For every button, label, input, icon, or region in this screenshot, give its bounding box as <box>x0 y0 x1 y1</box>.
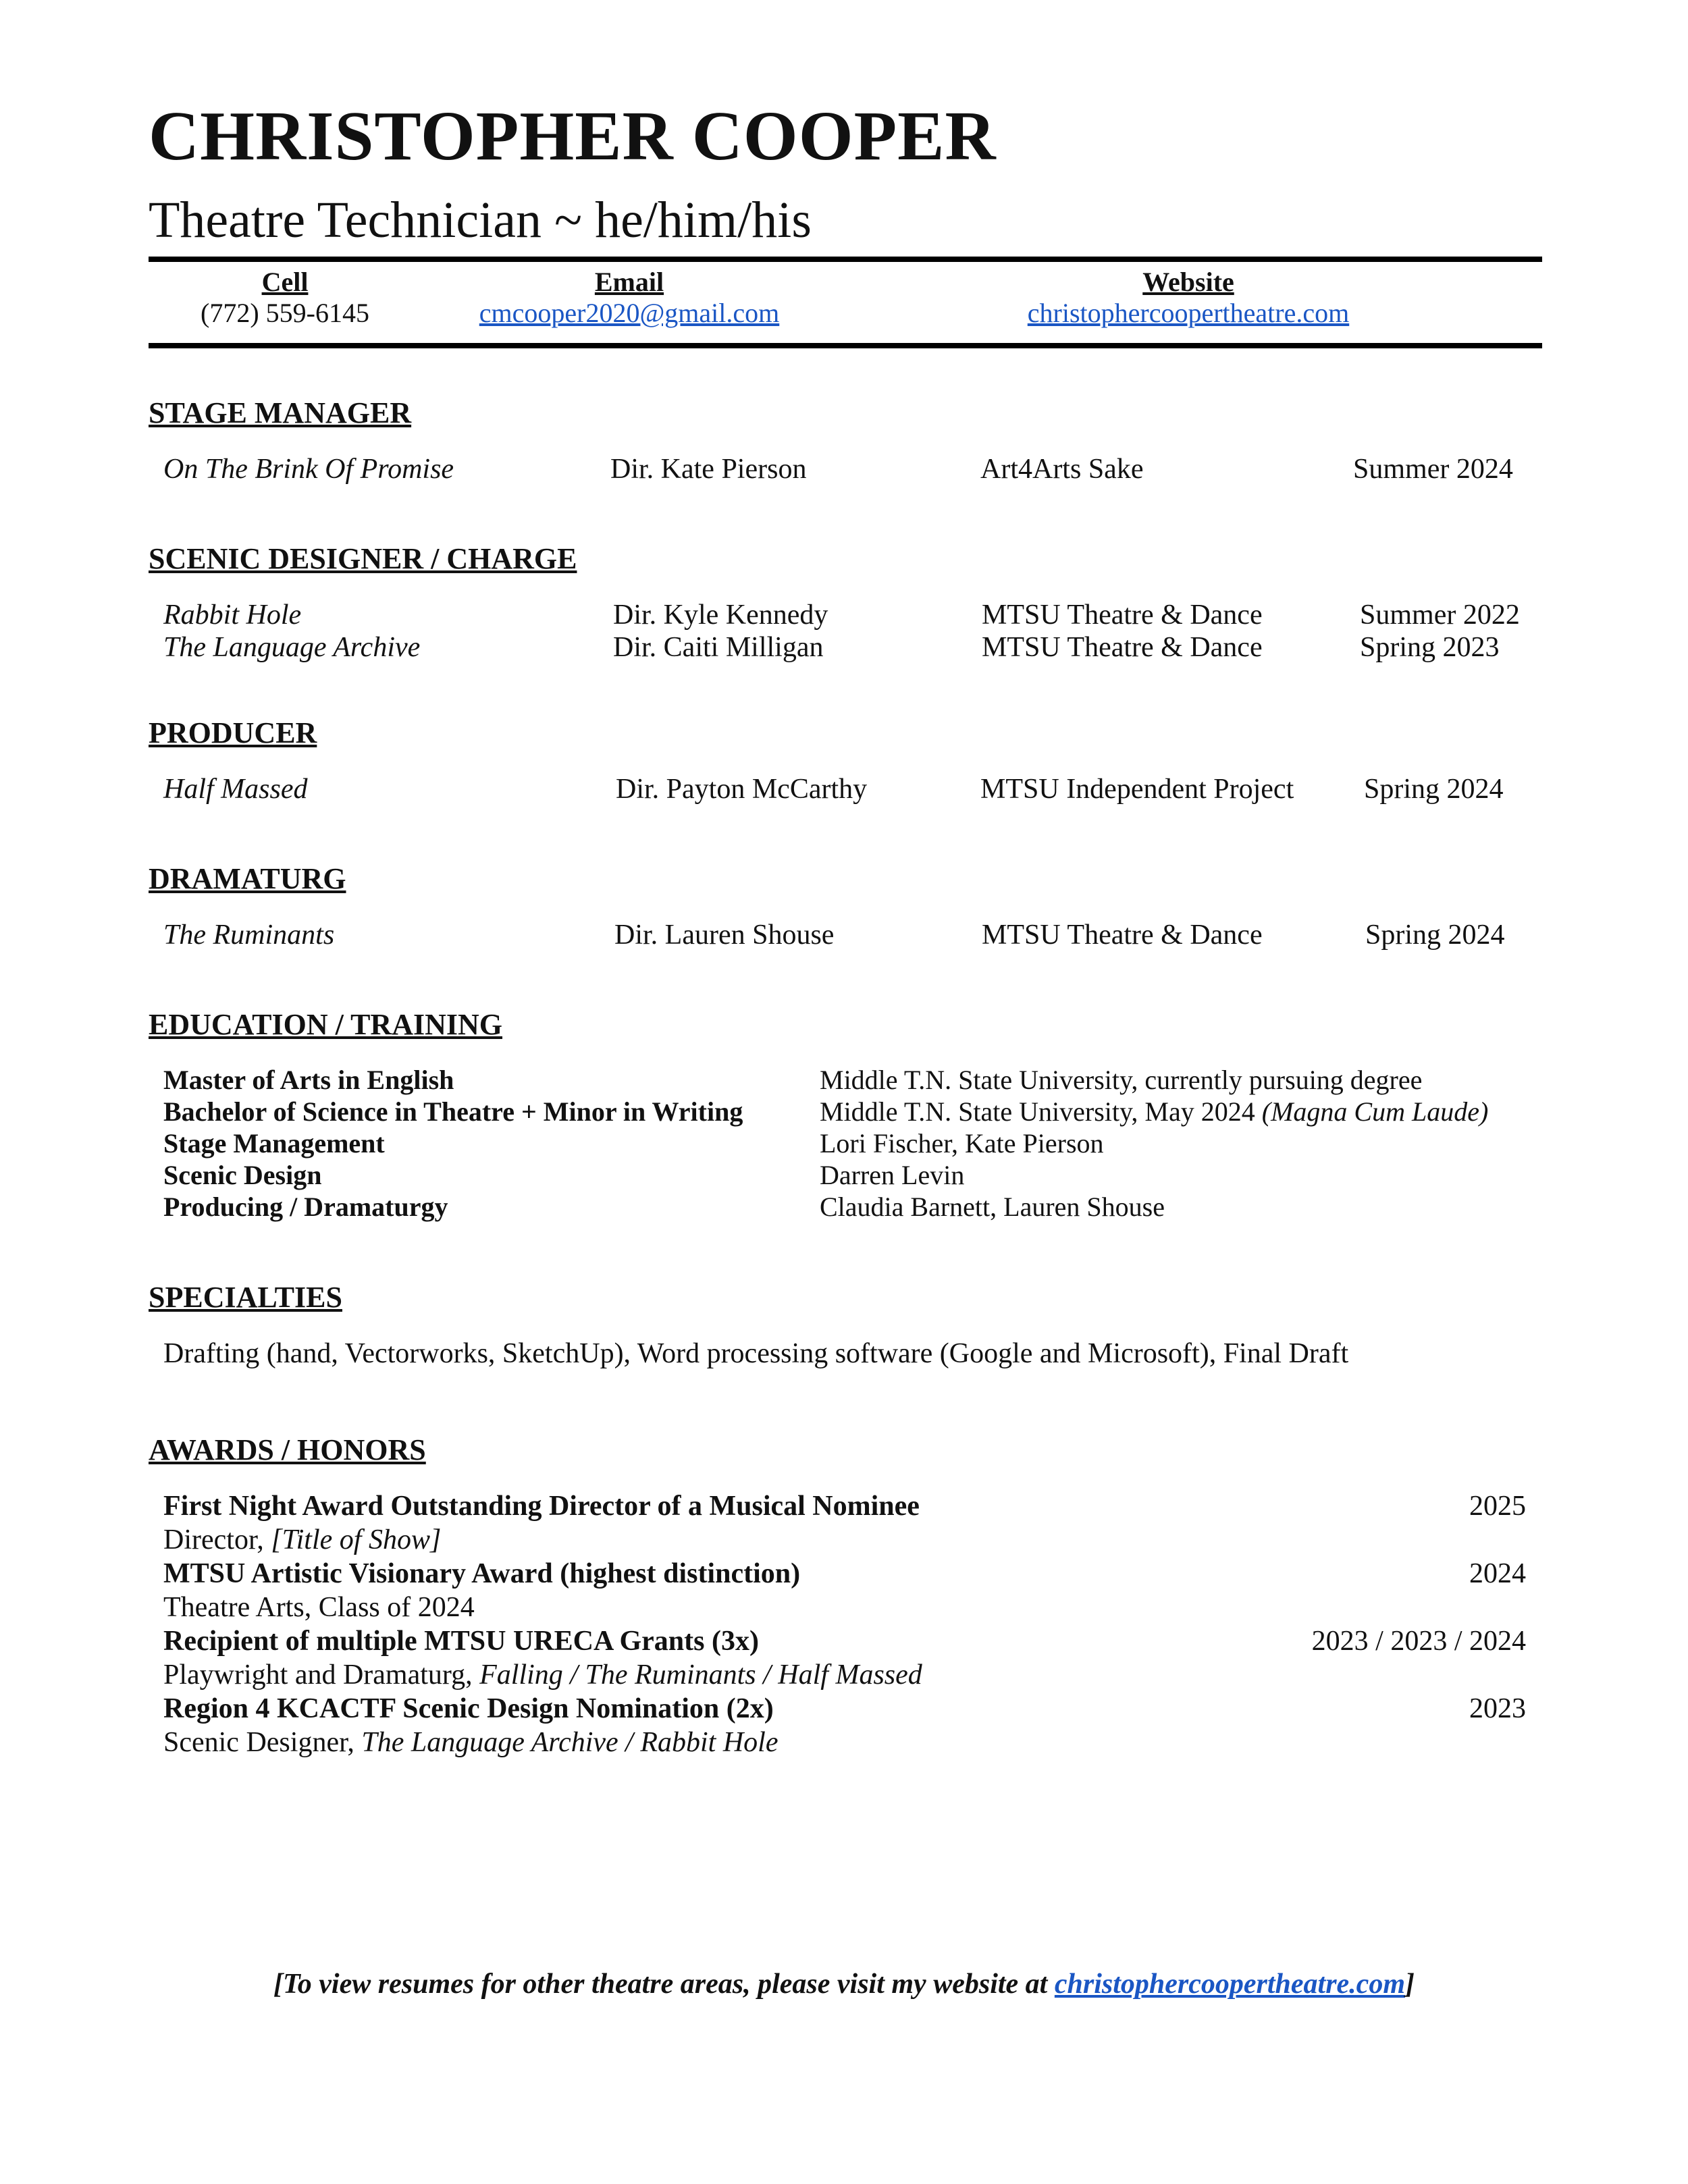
credit-director: Dir. Kate Pierson <box>610 454 807 485</box>
award-year: 2024 <box>1469 1558 1526 1589</box>
education-detail <box>820 1191 1488 1223</box>
education-detail-text: Lori Fischer, Kate Pierson <box>820 1128 1104 1158</box>
education-label: Master of Arts in English <box>163 1065 454 1095</box>
credit-date: Spring 2024 <box>1364 774 1504 805</box>
section-title-awards: AWARDS / HONORS <box>149 1433 426 1466</box>
credit-org: MTSU Theatre & Dance <box>982 600 1263 631</box>
education-label: Bachelor of Science in Theatre + Minor in Writing <box>163 1096 743 1127</box>
cell-value: (772) 559-6145 <box>201 298 369 328</box>
education-detail-honors: (Magna Cum Laude) <box>1261 1096 1489 1127</box>
cell-label: Cell <box>261 267 309 297</box>
specialties-text: Drafting (hand, Vectorworks, SketchUp), Word processing software (Google and Microsoft), Final Draft <box>163 1338 1349 1369</box>
education-detail-text: Darren Levin <box>820 1160 965 1190</box>
education-label: Scenic Design <box>163 1160 322 1190</box>
credit-org: MTSU Theatre & Dance <box>982 632 1263 663</box>
header-divider-bottom <box>149 343 1542 348</box>
resume-subtitle: Theatre Technician ~ he/him/his <box>149 192 812 248</box>
education-detail-text: Middle T.N. State University, currently pursuing degree <box>820 1065 1423 1095</box>
award-year: 2023 <box>1469 1693 1526 1724</box>
education-label: Producing / Dramaturgy <box>163 1192 448 1222</box>
education-detail <box>820 1159 1488 1191</box>
credit-director: Dir. Payton McCarthy <box>616 774 868 805</box>
header-divider-top <box>149 257 1542 262</box>
award-name: Recipient of multiple MTSU URECA Grants (3x) <box>163 1626 759 1657</box>
education-detail-text: Claudia Barnett, Lauren Shouse <box>820 1192 1165 1222</box>
credit-date: Summer 2022 <box>1360 600 1520 631</box>
award-detail-prefix: Director, <box>163 1524 271 1555</box>
credit-show: Half Massed <box>163 774 308 805</box>
credit-org: Art4Arts Sake <box>980 454 1144 485</box>
email-link[interactable]: cmcooper2020@gmail.com <box>479 298 780 328</box>
education-detail <box>820 1064 1488 1096</box>
award-name: First Night Award Outstanding Director of a Musical Nominee <box>163 1491 920 1522</box>
credit-date: Spring 2023 <box>1360 632 1500 663</box>
award-name: Region 4 KCACTF Scenic Design Nomination (2x) <box>163 1693 774 1724</box>
award-detail-prefix: Playwright and Dramaturg, <box>163 1659 480 1690</box>
footer-website-link[interactable]: christophercoopertheatre.com <box>1054 1969 1405 2000</box>
award-year: 2023 / 2023 / 2024 <box>1311 1626 1526 1657</box>
section-title-specialties: SPECIALTIES <box>149 1281 342 1314</box>
education-details <box>820 1064 1488 1223</box>
award-year: 2025 <box>1469 1491 1526 1522</box>
award-detail <box>163 1593 475 1622</box>
education-label: Stage Management <box>163 1128 385 1158</box>
award-detail-title: Falling / The Ruminants / Half Massed <box>479 1659 922 1690</box>
education-detail <box>820 1127 1488 1159</box>
award-name: MTSU Artistic Visionary Award (highest distinction) <box>163 1558 801 1589</box>
award-detail <box>163 1728 778 1757</box>
credit-director: Dir. Lauren Shouse <box>614 920 835 951</box>
credit-date: Spring 2024 <box>1365 920 1505 951</box>
credit-date: Summer 2024 <box>1353 454 1513 485</box>
email-label: Email <box>594 267 664 297</box>
credit-org: MTSU Independent Project <box>980 774 1294 805</box>
credit-org: MTSU Theatre & Dance <box>982 920 1263 951</box>
credit-director: Dir. Kyle Kennedy <box>613 600 828 631</box>
section-title-education: EDUCATION / TRAINING <box>149 1008 503 1041</box>
footer-bracket: ] <box>1405 1969 1415 2000</box>
footer-text: [To view resumes for other theatre areas, please visit my website at <box>273 1969 1055 2000</box>
website-link[interactable]: christophercoopertheatre.com <box>1027 298 1350 328</box>
credit-show: On The Brink Of Promise <box>163 454 454 485</box>
section-title-producer: PRODUCER <box>149 716 317 749</box>
section-title-scenic: SCENIC DESIGNER / CHARGE <box>149 542 577 575</box>
section-title-dramaturg: DRAMATURG <box>149 862 346 895</box>
credit-show: Rabbit Hole <box>163 600 302 631</box>
award-detail-title: [Title of Show] <box>271 1524 442 1555</box>
education-labels <box>163 1064 743 1223</box>
award-detail-prefix: Scenic Designer, <box>163 1727 362 1758</box>
education-detail <box>820 1096 1488 1127</box>
credit-show: The Ruminants <box>163 920 335 951</box>
credit-show: The Language Archive <box>163 632 421 663</box>
award-detail <box>163 1661 922 1689</box>
education-detail-text: Middle T.N. State University, May 2024 <box>820 1096 1262 1127</box>
award-detail-title: The Language Archive / Rabbit Hole <box>361 1727 779 1758</box>
award-detail-prefix: Theatre Arts, Class of 2024 <box>163 1592 475 1623</box>
section-title-stage-manager: STAGE MANAGER <box>149 396 412 429</box>
website-label: Website <box>1142 267 1234 297</box>
credit-director: Dir. Caiti Milligan <box>613 632 824 663</box>
award-detail <box>163 1526 441 1554</box>
resume-name: CHRISTOPHER COOPER <box>149 97 997 175</box>
footer-note <box>0 1970 1688 1998</box>
